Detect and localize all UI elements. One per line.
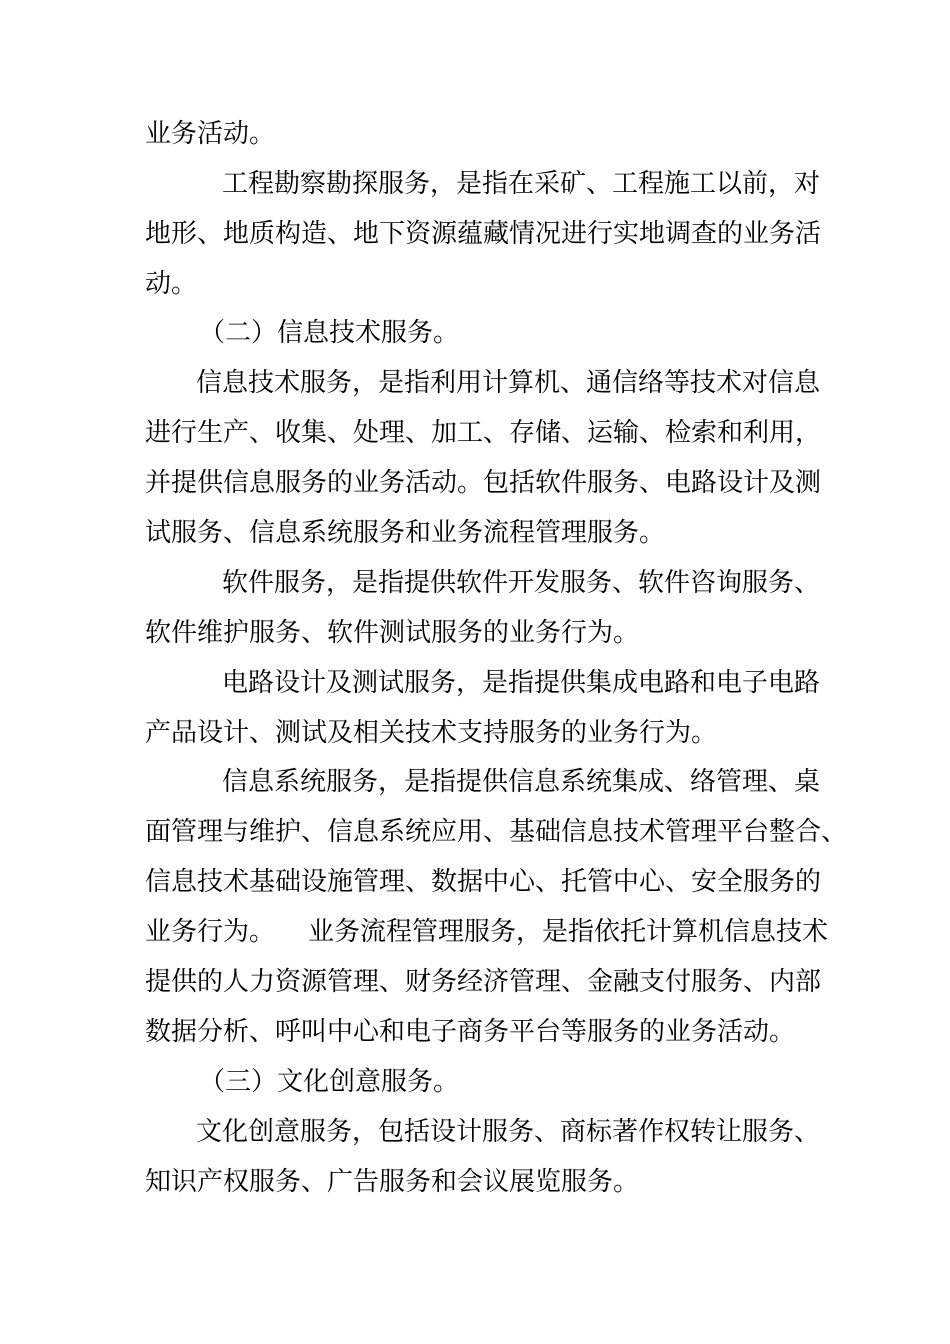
text-line: 提供的人力资源管理、财务经济管理、金融支付服务、内部	[145, 967, 822, 997]
paragraph-cultural-creative: 文化创意服务，包括设计服务、商标著作权转让服务、	[196, 1117, 821, 1147]
text-line: 进行生产、收集、处理、加工、存储、运输、检索和利用，	[145, 418, 822, 448]
text-line: 动。	[145, 269, 198, 299]
text-line: 业务行为。 业务流程管理服务，是指依托计算机信息技术	[145, 917, 829, 947]
paragraph-engineering-survey: 工程勘察勘探服务，是指在采矿、工程施工以前，对	[222, 169, 821, 199]
paragraph-it-services: 信息技术服务，是指利用计算机、通信络等技术对信息	[196, 368, 821, 398]
text-line: 软件维护服务、软件测试服务的业务行为。	[145, 618, 640, 648]
text-line: 地形、地质构造、地下资源蕴藏情况进行实地调查的业务活	[145, 219, 822, 249]
text-line: 试服务、信息系统服务和业务流程管理服务。	[145, 518, 666, 548]
text-line: 信息技术基础设施管理、数据中心、托管中心、安全服务的	[145, 867, 822, 897]
paragraph-software-services: 软件服务，是指提供软件开发服务、软件咨询服务、	[222, 568, 821, 598]
section-heading-cultural-creative: （三）文化创意服务。	[199, 1067, 460, 1097]
text-line: 面管理与维护、信息系统应用、基础信息技术管理平台整合、	[145, 817, 848, 847]
text-line: 数据分析、呼叫中心和电子商务平台等服务的业务活动。	[145, 1017, 796, 1047]
paragraph-circuit-design: 电路设计及测试服务，是指提供集成电路和电子电路	[222, 668, 821, 698]
paragraph-information-systems: 信息系统服务，是指提供信息系统集成、络管理、桌	[222, 767, 821, 797]
text-line: 并提供信息服务的业务活动。包括软件服务、电路设计及测	[145, 468, 822, 498]
text-line: 产品设计、测试及相关技术支持服务的业务行为。	[145, 718, 718, 748]
section-heading-it-services: （二）信息技术服务。	[199, 318, 460, 348]
text-line: 业务活动。	[145, 119, 276, 149]
text-line: 知识产权服务、广告服务和会议展览服务。	[145, 1167, 640, 1197]
